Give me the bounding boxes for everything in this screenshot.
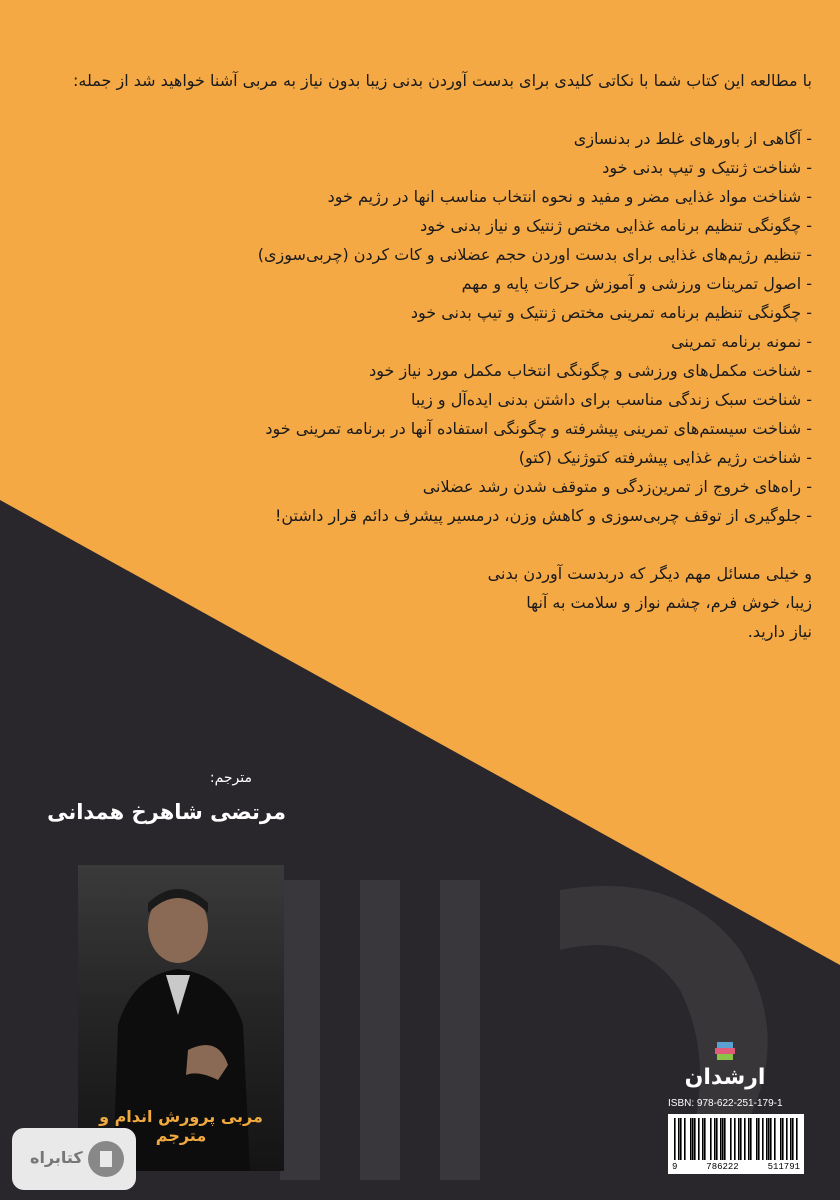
list-item: - اصول تمرینات ورزشی و آموزش حرکات پایه و مهم <box>461 274 812 293</box>
store-logo-icon <box>86 1139 126 1179</box>
list-item: - شناخت سیستم‌های تمرینی پیشرفته و چگونگی استفاده آنها در برنامه تمرینی خود <box>265 419 812 438</box>
list-item: - شناخت مواد غذایی مضر و مفید و نحوه انتخاب مناسب انها در رژیم خود <box>327 187 812 206</box>
publisher-logo-icon <box>684 1040 766 1090</box>
barcode-digit-prefix: 9 <box>672 1162 678 1172</box>
translator-name: مرتضی شاهرخ همدانی <box>47 800 286 824</box>
closing-line: نیاز دارید. <box>747 622 812 641</box>
store-badge <box>12 1128 136 1190</box>
list-item: - شناخت ژنتیک و تیپ بدنی خود <box>602 158 812 177</box>
feature-list <box>22 124 812 530</box>
list-item: - چگونگی تنظیم برنامه غذایی مختص ژنتیک و نیاز بدنی خود <box>420 216 812 235</box>
isbn-number: ISBN: 978-622-251-179-1 <box>668 1098 783 1109</box>
list-item: - چگونگی تنظیم برنامه تمرینی مختص ژنتیک و تیپ بدنی خود <box>410 303 812 322</box>
barcode-digit-right: 511791 <box>767 1162 800 1172</box>
list-item: - شناخت رژیم غذایی پیشرفته کتوژنیک (کتو) <box>518 448 812 467</box>
closing-line: زیبا، خوش فرم، چشم نواز و سلامت به آنها <box>526 593 812 612</box>
closing-line: و خیلی مسائل مهم دیگر که دربدست آوردن بدنی <box>487 564 812 583</box>
publisher-name: ارشدان <box>684 1065 766 1090</box>
list-item: - آگاهی از باورهای غلط در بدنسازی <box>573 129 812 148</box>
list-item: - تنظیم رژیم‌های غذایی برای بدست اوردن حجم عضلانی و کات کردن (چربی‌سوزی) <box>257 245 812 264</box>
translator-photo <box>78 865 284 1171</box>
store-name: کتابراه <box>30 1148 83 1167</box>
list-item: - شناخت مکمل‌های ورزشی و چگونگی انتخاب مکمل مورد نیاز خود <box>369 361 812 380</box>
photo-caption: مربی پرورش اندام و مترجم <box>99 1107 263 1145</box>
closing-paragraph <box>22 559 812 646</box>
list-item: - نمونه برنامه تمرینی <box>671 332 812 351</box>
translator-label: مترجم: <box>209 770 252 786</box>
list-item: - راه‌های خروج از تمرین‌زدگی و متوقف شدن رشد عضلانی <box>422 477 812 496</box>
intro-paragraph: با مطالعه این کتاب شما با نکاتی کلیدی برای بدست آوردن بدنی زیبا بدون نیاز به مربی آشنا خواهید شد از جمله: <box>73 71 812 90</box>
list-item: - جلوگیری از توقف چربی‌سوزی و کاهش وزن، درمسیر پیشرف دائم قرار داشتن! <box>274 506 812 525</box>
barcode-digit-left: 786222 <box>706 1162 739 1172</box>
description-text <box>22 66 812 646</box>
list-item: - شناخت سبک زندگی مناسب برای داشتن بدنی ایده‌آل و زیبا <box>410 390 812 409</box>
barcode-digits <box>668 1162 804 1172</box>
